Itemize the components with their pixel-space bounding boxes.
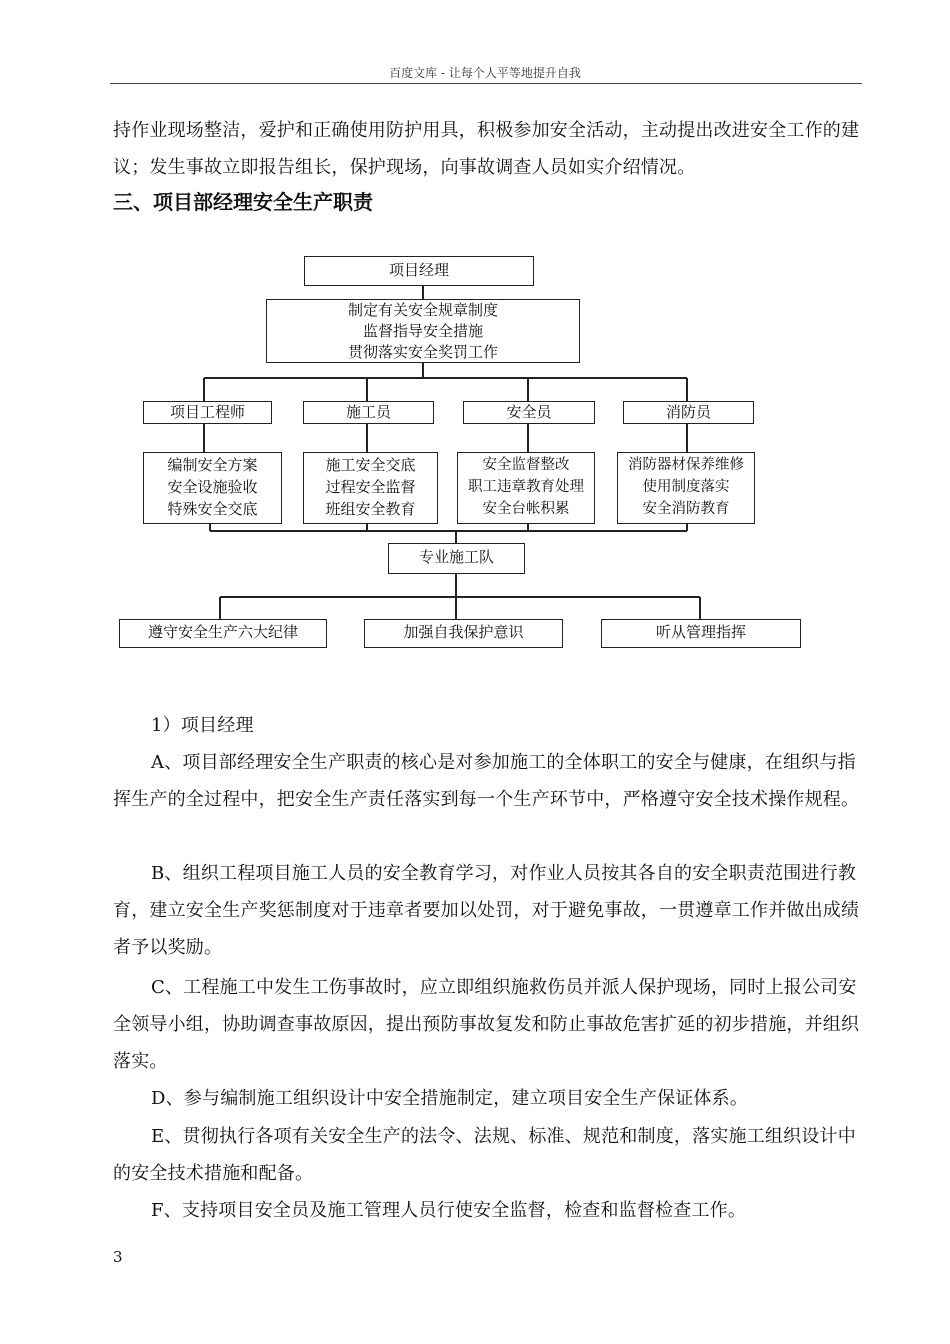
org-box-team-duty-obey: [601, 619, 801, 648]
duty-line: 职工违章教育处理: [468, 479, 584, 495]
org-box-label: 安全员: [506, 403, 552, 421]
org-box-team-duty-self-protection: [364, 619, 563, 648]
intro-paragraph: 持作业现场整洁，爱护和正确使用防护用具，积极参加安全活动，主动提出改进安全工作的建议；发生事故立即报告组长，保护现场，向事故调查人员如实介绍情况。: [113, 120, 860, 178]
duty-line: 安全设施验收: [167, 478, 258, 496]
org-box-team-duty-discipline: [119, 619, 327, 648]
org-box-role-engineer: [143, 401, 272, 424]
section-heading: 三、项目部经理安全生产职责: [113, 190, 373, 214]
org-box-label: 专业施工队: [418, 548, 494, 566]
paragraph-d: D、参与编制施工组织设计中安全措施制定，建立项目安全生产保证体系。: [151, 1088, 749, 1109]
org-box-role-firefighter: [623, 401, 754, 424]
duty-line: 安全监督整改: [482, 457, 570, 473]
org-box-project-manager: [304, 256, 534, 286]
duty-line: 安全台帐积累: [482, 501, 570, 517]
paragraph-f: F、支持项目安全员及施工管理人员行使安全监督，检查和监督检查工作。: [151, 1200, 747, 1221]
duty-line: 使用制度落实: [642, 479, 730, 495]
org-box-engineer-duties: [143, 452, 282, 524]
org-box-role-constructor: [303, 401, 434, 424]
duty-line: 听从管理指挥: [655, 623, 746, 641]
org-box-label: 消防员: [665, 403, 711, 421]
duty-line: 安全消防教育: [642, 501, 730, 517]
page-header: 百度文库 - 让每个人平等地提升自我: [389, 66, 581, 80]
duty-line: 贯彻落实安全奖罚工作: [347, 343, 498, 361]
duty-line: 消防器材保养维修: [628, 457, 744, 473]
paragraph-c: C、工程施工中发生工伤事故时，应立即组织施救伤员并派人保护现场，同时上报公司安全领导小组，协助调查事故原因，提出预防事故复发和防止事故危害扩延的初步措施，并组织落实。: [113, 977, 860, 1072]
duty-line: 制定有关安全规章制度: [347, 301, 498, 319]
org-box-manager-duties: [266, 299, 580, 363]
paragraph-e: E、贯彻执行各项有关安全生产的法令、法规、标准、规范和制度，落实施工组织设计中的安全技术措施和配备。: [113, 1126, 856, 1184]
duty-line: 加强自我保护意识: [403, 623, 524, 641]
page-number: 3: [113, 1248, 123, 1266]
duty-line: 班组安全教育: [325, 500, 416, 518]
subheading-project-manager: 1）项目经理: [151, 715, 254, 736]
org-box-constructor-duties: [303, 452, 438, 524]
duty-line: 施工安全交底: [325, 456, 416, 474]
org-box-label: 项目工程师: [169, 403, 245, 421]
duty-line: 编制安全方案: [167, 456, 258, 474]
org-box-firefighter-duties: [617, 452, 755, 524]
org-box-label: 施工员: [345, 403, 391, 421]
paragraph-b: B、组织工程项目施工人员的安全教育学习，对作业人员按其各自的安全职责范围进行教育，建立安全生产奖惩制度对于违章者要加以处罚，对于避免事故，一贯遵章工作并做出成绩者予以奖励。: [113, 863, 860, 958]
org-box-construction-team: [388, 543, 525, 574]
org-box-role-safety-officer: [463, 401, 595, 424]
duty-line: 监督指导安全措施: [362, 322, 483, 340]
org-box-label: 项目经理: [388, 261, 449, 279]
org-box-safety-duties: [457, 452, 595, 524]
duty-line: 特殊安全交底: [167, 500, 258, 518]
duty-line: 过程安全监督: [325, 478, 416, 496]
duty-line: 遵守安全生产六大纪律: [147, 623, 298, 641]
paragraph-a: A、项目部经理安全生产职责的核心是对参加施工的全体职工的安全与健康，在组织与指挥生产的全过程中，把安全生产责任落实到每一个生产环节中，严格遵守安全技术操作规程。: [113, 752, 860, 810]
